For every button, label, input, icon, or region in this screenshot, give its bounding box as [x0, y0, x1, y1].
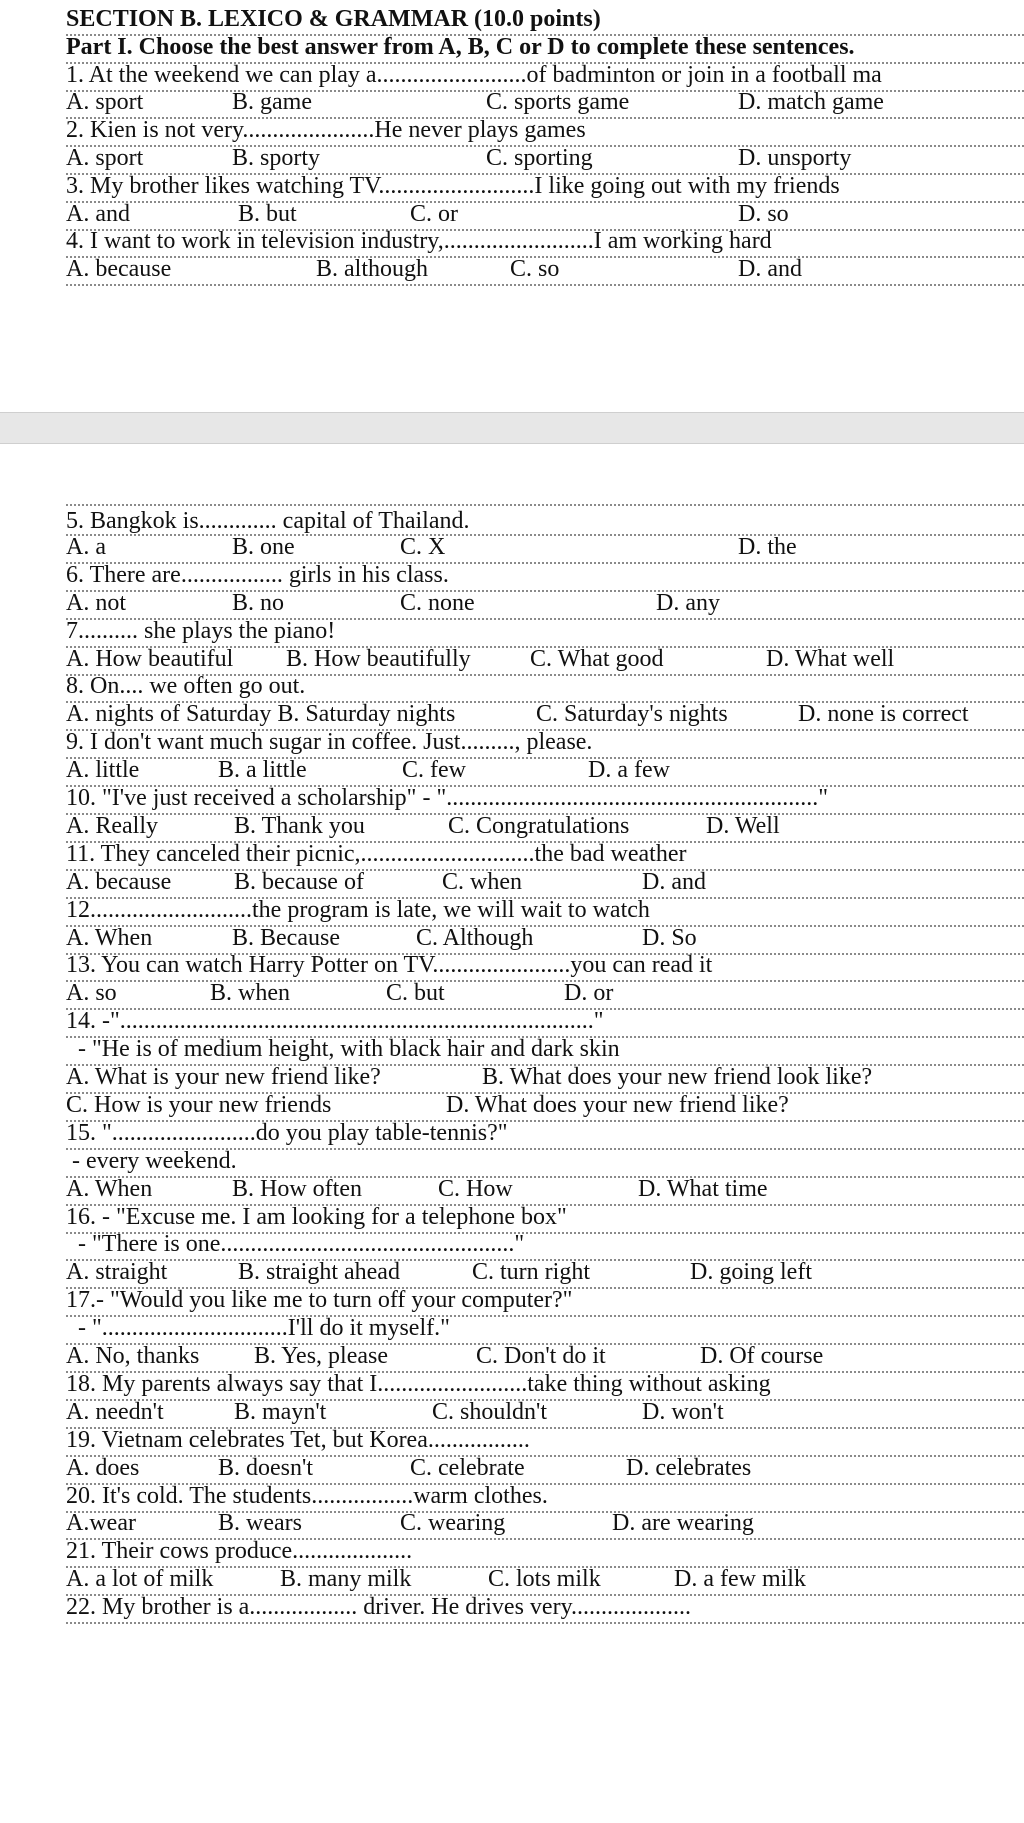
option-text: A. because [66, 256, 172, 283]
option-text: D. a few [588, 757, 670, 784]
option-text: A. straight [66, 1259, 168, 1286]
option-text: C. when [442, 868, 522, 895]
option-text: B. How beautifully [286, 645, 471, 672]
option-text: A. When [66, 924, 153, 951]
option-text: B. doesn't [218, 1454, 313, 1481]
option-text: C. or [410, 200, 458, 227]
option-text: A.wear [66, 1510, 136, 1537]
option-text: D. match game [738, 89, 884, 116]
question-text: 2. Kien is not very......................He never plays games [66, 117, 586, 144]
option-text: A. Really [66, 812, 158, 839]
question-text: 13. You can watch Harry Potter on TV.......................you can read it [66, 952, 713, 979]
option-text: C. celebrate [410, 1454, 525, 1481]
option-text: A. little [66, 757, 140, 784]
option-text: B. one [232, 533, 295, 560]
option-text: D. What does your new friend like? [446, 1091, 789, 1118]
option-text: C. lots milk [488, 1566, 601, 1593]
option-text: C. wearing [400, 1510, 506, 1537]
option-text: B. although [316, 256, 428, 283]
page-1 [0, 0, 1024, 412]
option-text: D. or [564, 980, 614, 1007]
option-text: D. won't [642, 1398, 724, 1425]
option-text: C. What good [530, 645, 664, 672]
option-text: A. No, thanks [66, 1343, 200, 1369]
option-text: C. none [400, 589, 475, 616]
part-title-text: Part I. Choose the best answer from A, B, C or D to complete these sentences. [66, 33, 855, 60]
option-text: A. a lot of milk [66, 1566, 214, 1593]
question-text: 1. At the weekend we can play a.........................of badminton or join in a football ma [66, 61, 882, 88]
option-text: C. How is your new friends [66, 1091, 332, 1118]
option-text: D. celebrates [626, 1454, 752, 1481]
option-text: B. Because [232, 924, 340, 951]
option-text: B. What does your new friend look like? [482, 1064, 873, 1090]
question-text: 11. They canceled their picnic,.............................the bad weather [66, 840, 687, 867]
option-text: C. so [510, 256, 560, 283]
option-text: C. sports game [486, 89, 630, 116]
question-text: - "He is of medium height, with black hair and dark skin [66, 1036, 620, 1063]
option-text: B. Yes, please [254, 1343, 389, 1369]
option-text: A. What is your new friend like? [66, 1064, 381, 1090]
question-text: 6. There are................. girls in his class. [66, 561, 449, 588]
option-text: B. when [210, 980, 290, 1007]
option-text: D. and [738, 256, 802, 283]
option-text: C. How [438, 1175, 513, 1202]
question-text: 14. -"..............................................................................." [66, 1008, 604, 1035]
option-text: C. X [400, 533, 446, 560]
option-text: C. Congratulations [448, 812, 630, 839]
option-text: D. So [642, 924, 697, 951]
option-text: D. Well [706, 812, 780, 839]
option-text: C. but [386, 980, 445, 1007]
question-text: 7.......... she plays the piano! [66, 617, 336, 644]
option-text: D. a few milk [674, 1566, 806, 1593]
option-text: D. unsporty [738, 145, 852, 171]
question-text: 9. I don't want much sugar in coffee. Just........., please. [66, 729, 593, 756]
option-text: D. Of course [700, 1343, 824, 1369]
option-text: A. nights of Saturday B. Saturday nights [66, 701, 456, 728]
option-text: D. going left [690, 1259, 812, 1286]
option-text: B. sporty [232, 145, 321, 171]
option-text: C. Although [416, 924, 534, 951]
option-text: A. How beautiful [66, 645, 234, 672]
option-text: A. and [66, 200, 130, 227]
options-line [66, 254, 1024, 286]
option-text: C. sporting [486, 145, 593, 171]
option-text: A. not [66, 589, 126, 616]
option-text: A. sport [66, 89, 144, 116]
question-text: 5. Bangkok is............. capital of Thailand. [66, 508, 470, 534]
question-text: - every weekend. [66, 1147, 237, 1174]
question-text: 10. "I've just received a scholarship" - ".............................................................." [66, 785, 829, 811]
option-text: B. straight ahead [238, 1259, 400, 1286]
question-text: 8. On.... we often go out. [66, 673, 306, 700]
option-text: B. How often [232, 1175, 362, 1202]
option-text: D. What well [766, 645, 895, 672]
option-text: A. so [66, 980, 117, 1007]
question-line [66, 1592, 1024, 1624]
option-text: A. sport [66, 145, 144, 171]
question-text: - "There is one................................................." [66, 1231, 525, 1258]
option-text: B. wears [218, 1510, 302, 1537]
option-text: B. no [232, 589, 285, 616]
option-text: B. because of [234, 868, 364, 895]
option-text: A. because [66, 868, 172, 895]
option-text: B. Thank you [234, 812, 365, 839]
option-text: D. are wearing [612, 1510, 754, 1537]
section-title-text: SECTION B. LEXICO & GRAMMAR (10.0 points) [66, 6, 601, 32]
option-text: D. none is correct [798, 701, 969, 728]
option-text: B. a little [218, 757, 307, 784]
page-2 [0, 500, 1024, 1823]
question-text: 21. Their cows produce.................... [66, 1538, 413, 1565]
option-text: D. the [738, 533, 797, 560]
page-gap [0, 412, 1024, 444]
option-text: D. What time [638, 1175, 768, 1202]
option-text: A. When [66, 1175, 153, 1202]
option-text: C. Don't do it [476, 1343, 606, 1369]
option-text: B. many milk [280, 1566, 412, 1593]
option-text: A. needn't [66, 1398, 164, 1425]
question-text: 20. It's cold. The students.................warm clothes. [66, 1482, 548, 1509]
question-text: 15. "........................do you play table-tennis?" [66, 1119, 508, 1146]
question-text: - "...............................I'll do it myself." [66, 1315, 450, 1342]
question-text: 16. - "Excuse me. I am looking for a telephone box" [66, 1203, 567, 1230]
question-text: 19. Vietnam celebrates Tet, but Korea................. [66, 1426, 530, 1453]
question-text: 17.- "Would you like me to turn off your computer?" [66, 1287, 573, 1314]
option-text: C. Saturday's nights [536, 701, 728, 728]
option-text: D. and [642, 868, 706, 895]
option-text: A. a [66, 533, 106, 560]
option-text: B. but [238, 200, 297, 227]
option-text: C. few [402, 757, 466, 784]
option-text: C. shouldn't [432, 1398, 548, 1425]
question-text: 3. My brother likes watching TV..........................I like going out with my friends [66, 172, 840, 199]
option-text: A. does [66, 1454, 140, 1481]
option-text: B. mayn't [234, 1398, 327, 1425]
question-text: 12...........................the program is late, we will wait to watch [66, 896, 650, 923]
question-text: 4. I want to work in television industry,.........................I am working hard [66, 228, 772, 255]
option-text: B. game [232, 89, 312, 116]
option-text: D. so [738, 200, 789, 227]
question-text: 18. My parents always say that I.........................take thing without asking [66, 1370, 771, 1397]
option-text: C. turn right [472, 1259, 590, 1286]
question-text: 22. My brother is a.................. driver. He drives very.................... [66, 1594, 692, 1621]
option-text: D. any [656, 589, 720, 616]
